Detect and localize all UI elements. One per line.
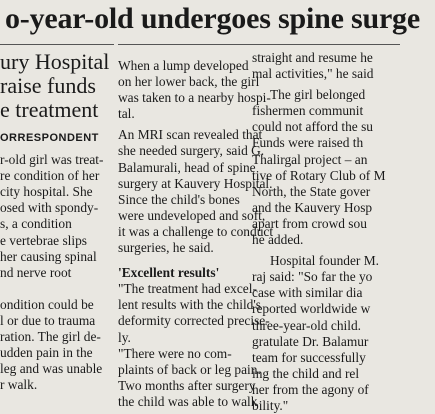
text-line: three-year-old child. [252,317,362,333]
text-line: her causing spinal [0,248,97,264]
text-line: North, the State gover [252,183,371,199]
column-rule [118,44,400,45]
text-line: city hospital. She [0,184,93,200]
text-line: e vertebrae slips [0,232,87,248]
text-line: udden pain in the [0,345,93,361]
text-line: case with similar dia [252,285,363,301]
text-line: could not afford the su [252,119,373,135]
text-line: surgery at Kauvery Hospital. [118,175,273,191]
text-line: tive of Rotary Club of M [252,167,386,183]
text-line: lent results with the child's [118,297,261,313]
text-line: tal. [118,106,135,122]
text-line: ly. [118,329,131,345]
text-line: nd nerve root [0,264,72,280]
text-line: surgeries, he said. [118,240,214,256]
column-left [0,50,113,394]
text-line: When a lump developed [118,58,249,73]
text-line: Since the child's bones [118,191,240,207]
text-line: ondition could be [0,296,94,312]
text-line: ing the child and rel [252,365,360,381]
text-line: was taken to a nearby hospi- [118,90,271,106]
deck-line: ury Hospital [0,49,110,74]
text-line: were undeveloped and soft, [118,207,266,223]
text-line: the child was able to walk [118,393,258,409]
text-line: fishermen communit [252,103,364,119]
text-line: leg and was unable [0,361,103,377]
text-line: and the Kauvery Hosp [252,199,373,215]
headline: o-year-old undergoes spine surge [5,2,420,35]
text-line: it was a challenge to conduct [118,223,274,239]
text-line: reported worldwide w [252,301,371,317]
text-line: An MRI scan revealed that [118,127,263,143]
text-line: ration. The girl de- [0,329,101,345]
text-line: "There were no com- [118,345,232,361]
text-line: gratulate Dr. Balamur [252,333,369,349]
text-line: r-old girl was treat- [0,152,104,168]
text-line: The girl belonged [270,87,366,103]
text-line: on her lower back, the girl [118,74,260,90]
text-line [0,281,113,297]
column-right [252,50,412,414]
text-line: she needed surgery, said G. [118,143,265,159]
text-line: straight and resume he [252,50,373,65]
text-line: Funds were raised th [252,135,364,151]
text-line: Thalirgal project – an [252,151,368,167]
text-line: plaints of back or leg pain. [118,361,261,377]
deck-line: e treatment [0,97,99,122]
text-line: re condition of her [0,168,100,184]
text-line: deformity corrected precise- [118,313,270,329]
column-middle [118,58,274,410]
byline: ORRESPONDENT [0,132,99,144]
text-line: bility." [252,397,289,413]
text-line: her from the agony of [252,381,369,397]
body-text [0,152,113,393]
text-line: r walk. [0,377,38,393]
text-line: "The treatment had excel- [118,281,257,297]
text-line: s, a condition [0,216,72,232]
text-line: Hospital founder M. [270,253,379,269]
text-line: Two months after surgery [118,377,256,393]
subhead: 'Excellent results' [118,265,220,281]
text-line: raj said: "So far the yo [252,269,373,285]
paragraph-gap [118,256,246,265]
deck [0,50,113,122]
text-line: mal activities," he said [252,66,374,82]
text-line: apart from crowd sou [252,215,367,231]
text-line: osed with spondy- [0,200,99,216]
text-line: he added. [252,232,304,248]
text-line: team for successfully [252,349,366,365]
deck-line: raise funds [0,73,96,98]
text-line: Balamurali, head of spine [118,159,256,175]
text-line: l or due to trauma [0,313,96,329]
column-rule [0,44,114,45]
